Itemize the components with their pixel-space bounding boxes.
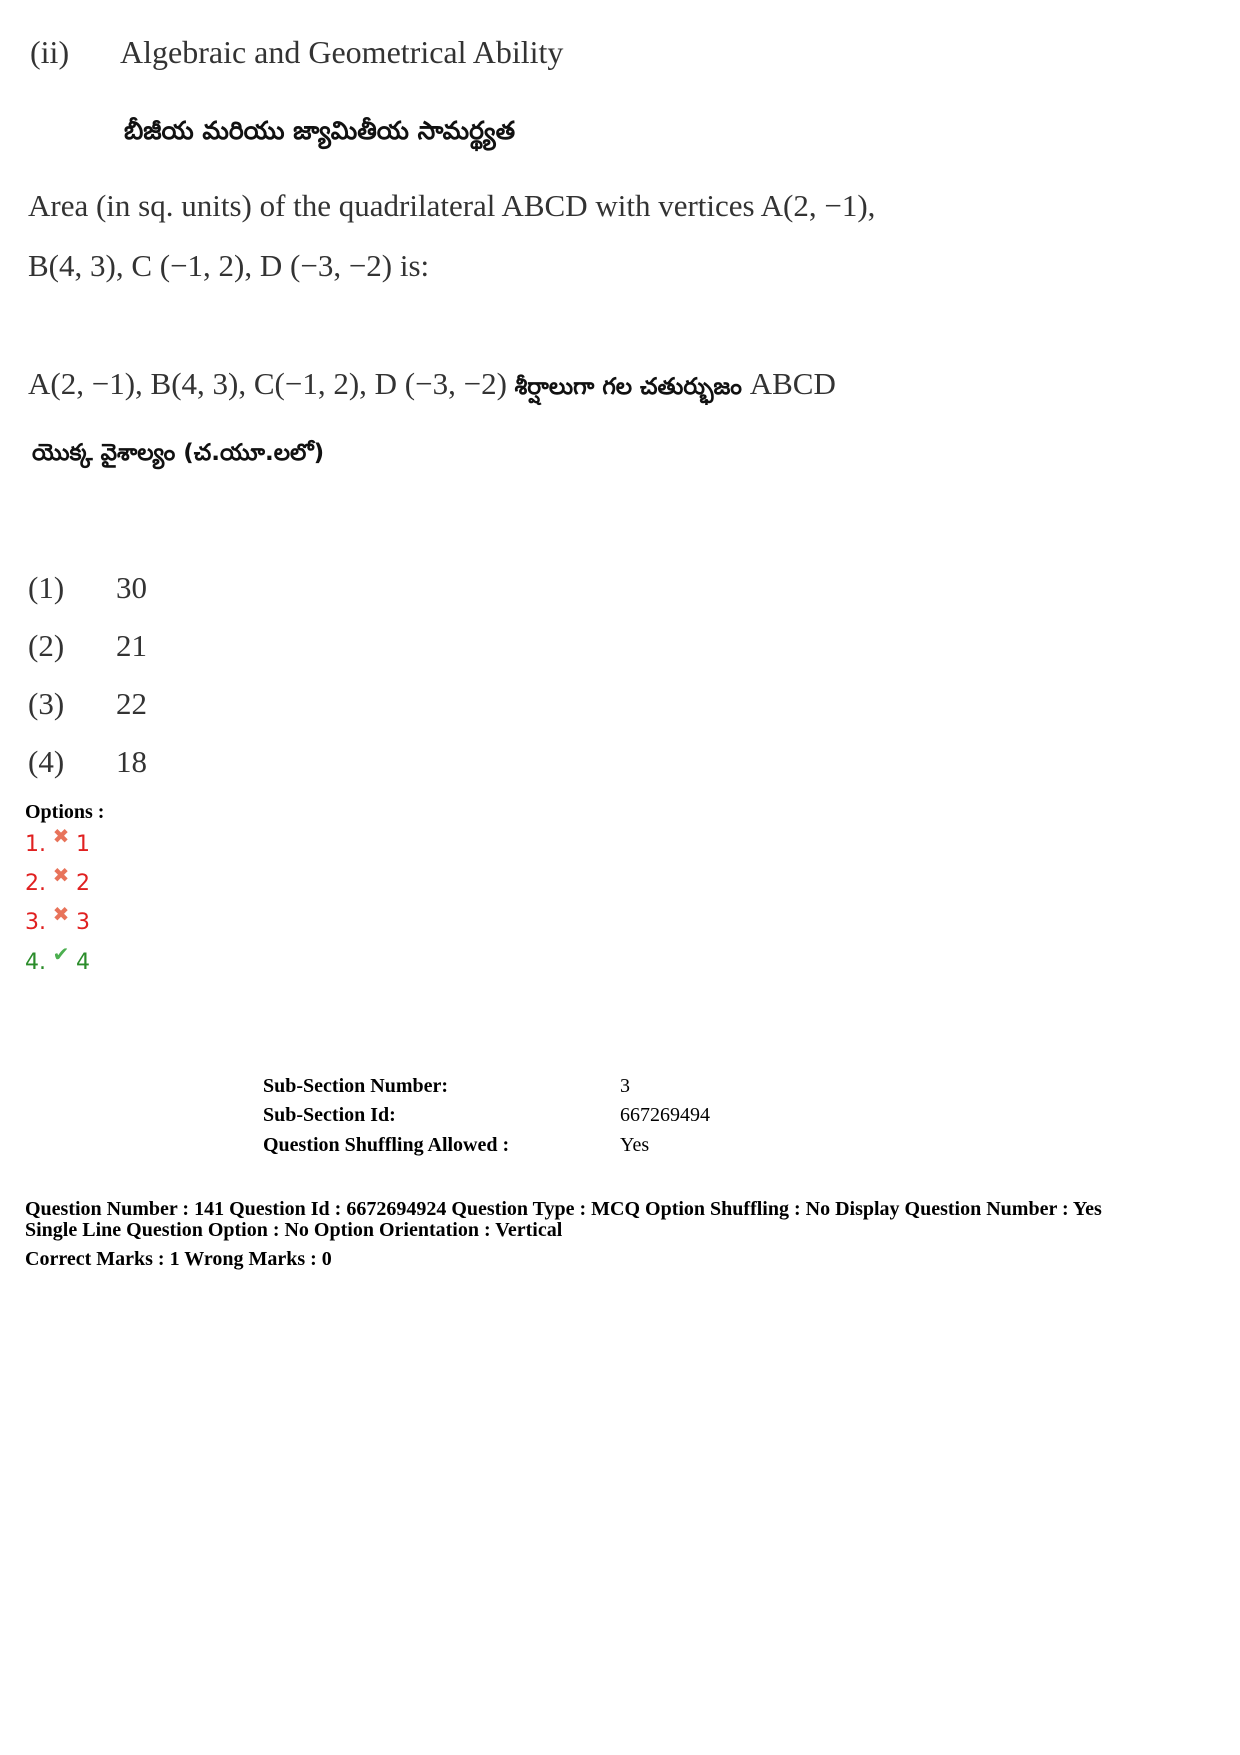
option-1 [25,824,90,857]
cross-icon: ✖ [52,902,70,926]
option-3 [25,902,90,935]
choice-number: (3) [28,686,65,721]
cross-icon: ✖ [52,824,70,848]
question-shuffling-label: Question Shuffling Allowed : [263,1134,510,1156]
option-index: 4. [25,950,46,975]
question-telugu-text: శీర్షాలుగా గల చతుర్భుజం [514,374,742,400]
option-value: 3 [76,910,90,935]
question-info-line-1: Question Number : 141 Question Id : 6672694924 Question Type : MCQ Option Shuffling : No Display Question Number : Yes [25,1198,1102,1220]
choice-4 [28,744,147,780]
section-title-telugu: బీజీయ మరియు జ్యామితీయ సామర్థ్యత [124,116,516,145]
option-2 [25,863,90,896]
question-marks: Correct Marks : 1 Wrong Marks : 0 [25,1248,332,1270]
choice-value: 21 [116,628,147,663]
cross-icon: ✖ [52,863,70,887]
section-title: Algebraic and Geometrical Ability [120,34,564,70]
choice-number: (1) [28,570,65,605]
subsection-id-label: Sub-Section Id: [263,1104,396,1126]
question-text-line-1: Area (in sq. units) of the quadrilateral ABCD with vertices A(2, −1), [28,188,876,223]
question-text-line-2: B(4, 3), C (−1, 2), D (−3, −2) is: [28,248,430,283]
checkmark-icon: ✔ [52,942,70,966]
question-info-line-2: Single Line Question Option : No Option Orientation : Vertical [25,1219,563,1241]
choice-2 [28,628,147,664]
subsection-id-value: 667269494 [620,1104,710,1126]
option-4 [25,942,90,975]
question-telugu-math: A(2, −1), B(4, 3), C(−1, 2), D (−3, −2) [28,366,507,401]
choice-1 [28,570,147,606]
option-index: 2. [25,871,46,896]
option-index: 3. [25,910,46,935]
choice-value: 30 [116,570,147,605]
section-number: (ii) [30,34,70,70]
subsection-number-label: Sub-Section Number: [263,1075,449,1097]
question-telugu-line-1 [28,366,836,406]
choice-number: (4) [28,744,65,779]
choice-value: 22 [116,686,147,721]
choice-3 [28,686,147,722]
option-value: 2 [76,871,90,896]
choice-value: 18 [116,744,147,779]
option-value: 4 [76,950,90,975]
choice-number: (2) [28,628,65,663]
option-value: 1 [76,832,90,857]
option-index: 1. [25,832,46,857]
subsection-number-value: 3 [620,1075,630,1097]
question-shuffling-value: Yes [620,1134,650,1156]
question-telugu-line-2: యొక్క వైశాల్యం (చ.యూ.లలో) [32,440,325,466]
question-telugu-end: ABCD [749,366,836,401]
options-label: Options : [25,801,105,823]
